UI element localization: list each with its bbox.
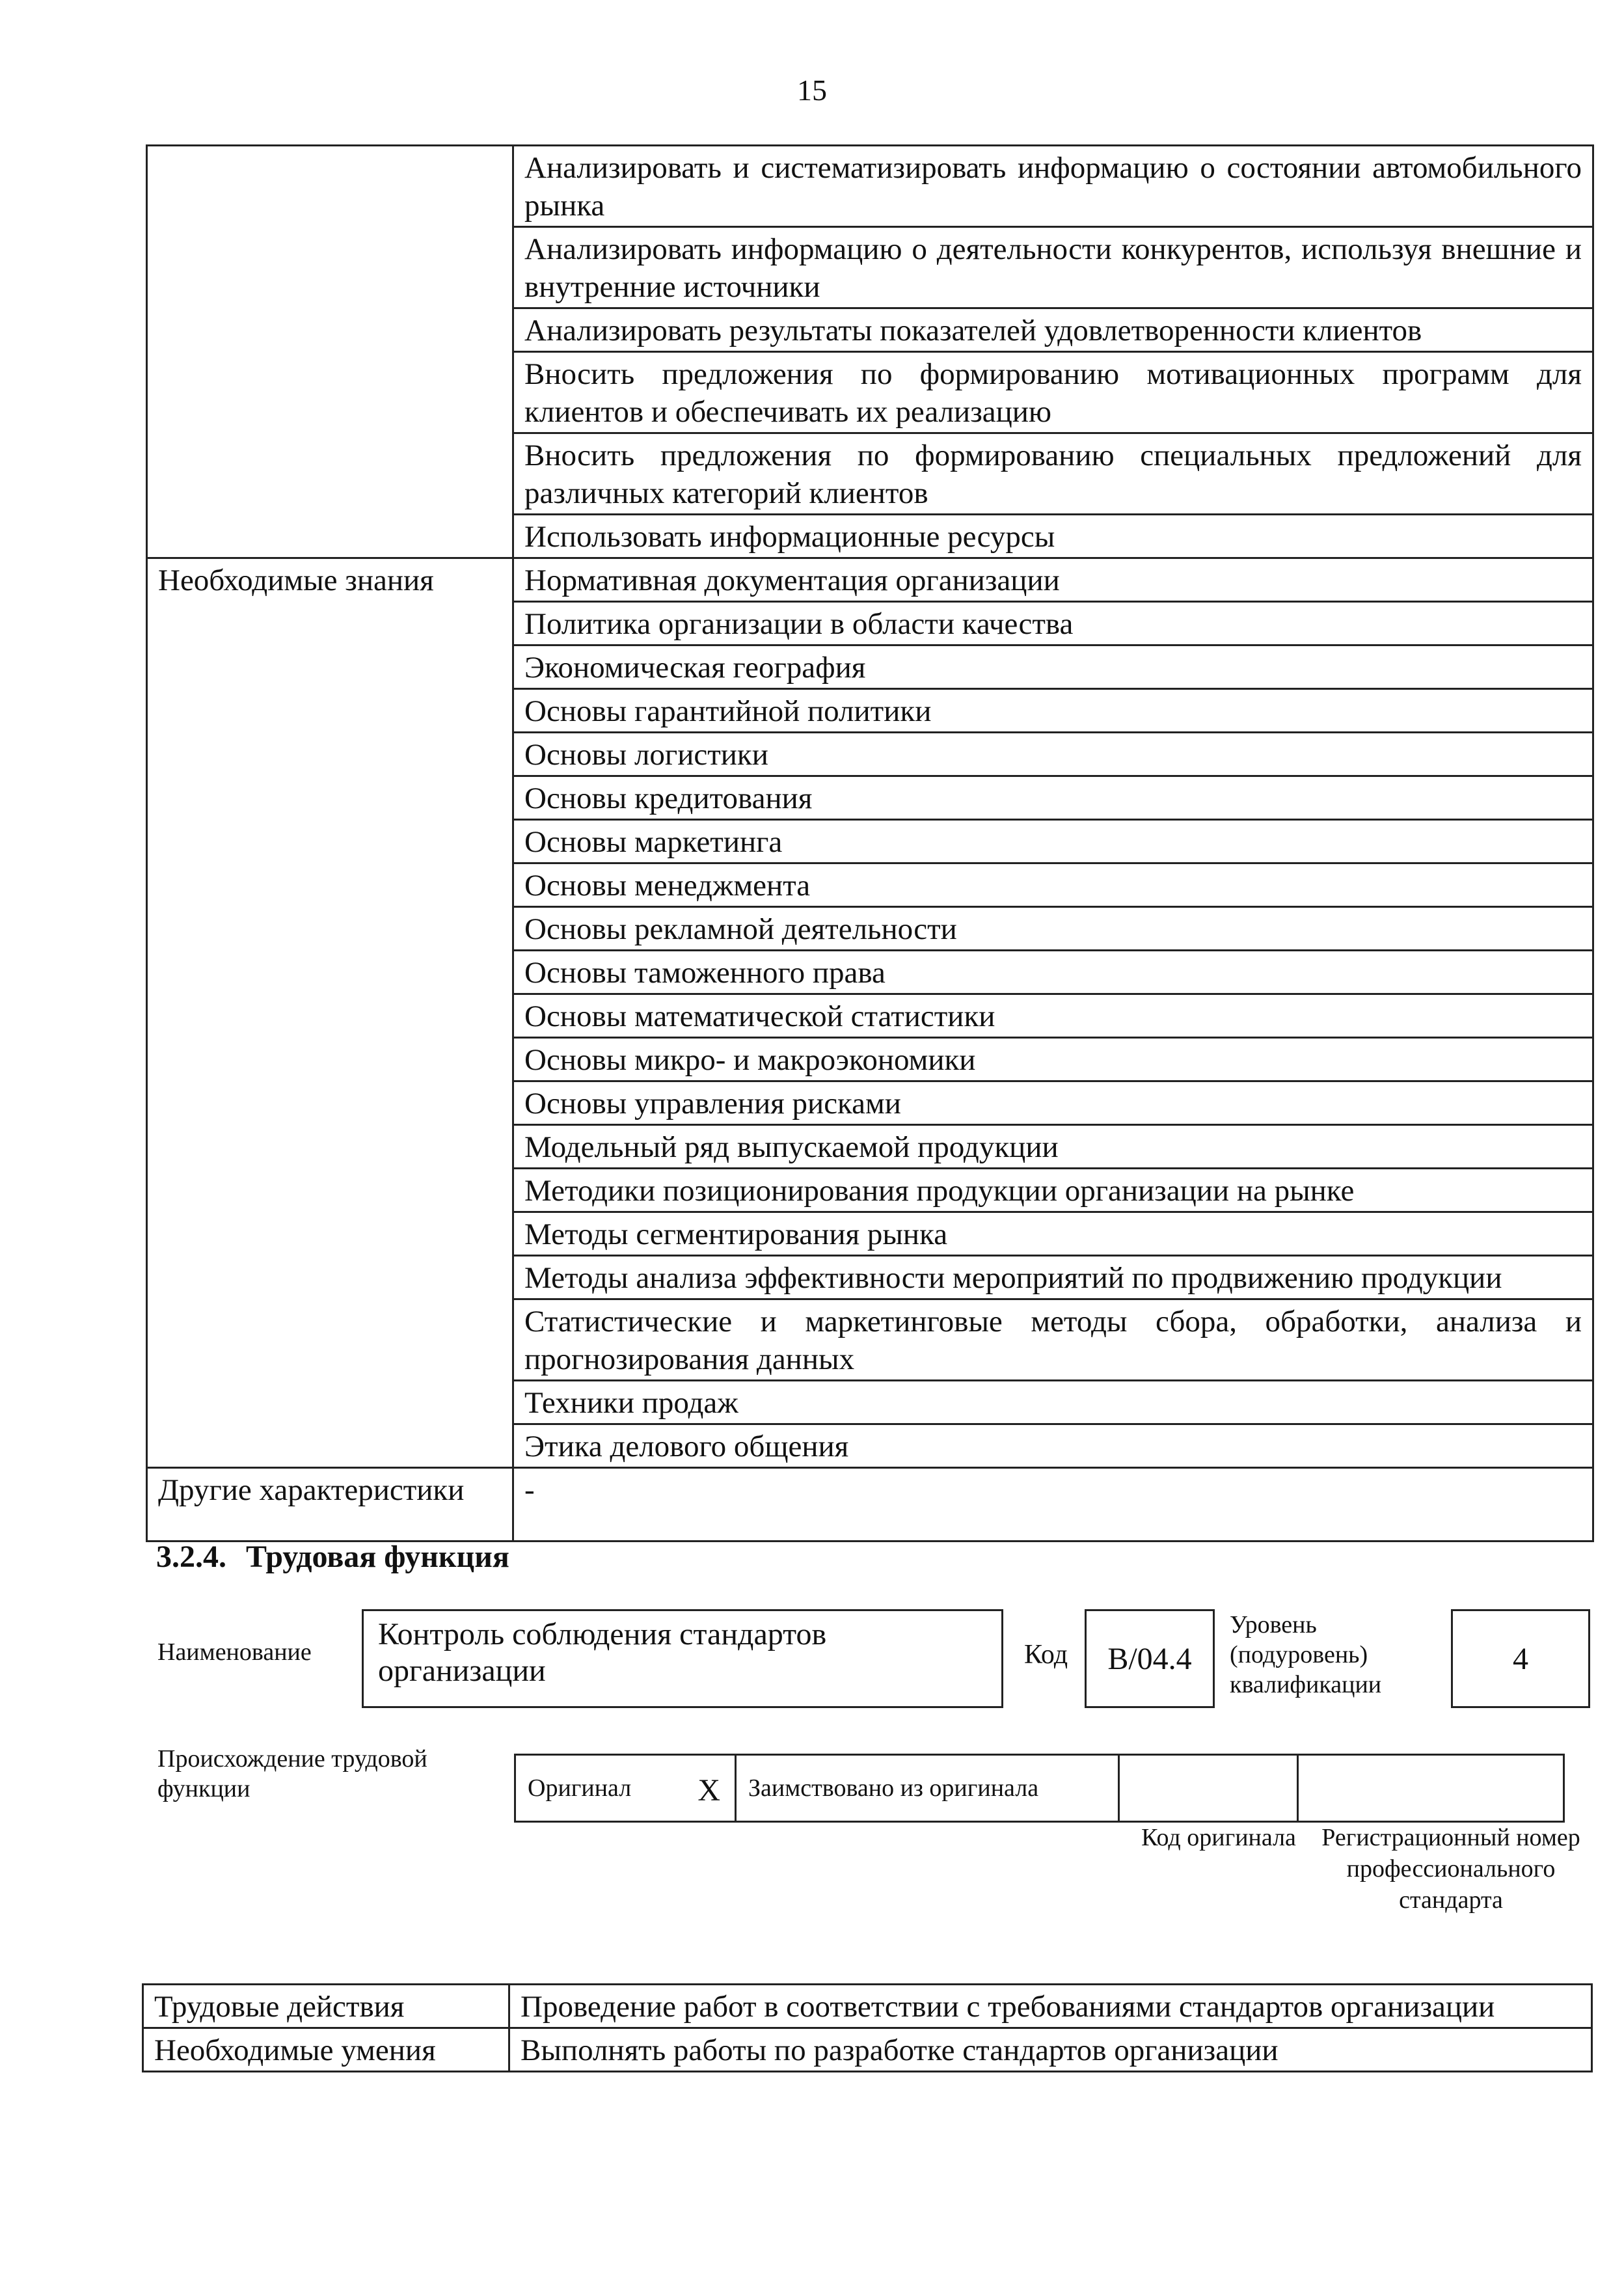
knowledge-skills-table: [146, 144, 1594, 1542]
section-heading: [156, 1539, 509, 1575]
knowledge-label: Необходимые знания: [147, 558, 513, 1468]
table-row: [143, 1985, 1592, 2028]
labor-actions-table: [142, 1983, 1593, 2072]
origin-code-cell: [1119, 1755, 1298, 1822]
section-title: Трудовая функция: [246, 1540, 509, 1574]
knowledge-item: Нормативная документация организации: [513, 558, 1593, 602]
required-skills-label: Необходимые умения: [143, 2028, 509, 2072]
knowledge-item: Методики позиционирования продукции организации на рынке: [513, 1169, 1593, 1212]
origin-label: Происхождение трудовой функции: [157, 1745, 427, 1802]
knowledge-item: Основы таможенного права: [513, 951, 1593, 994]
other-characteristics-label: Другие характеристики: [147, 1468, 513, 1542]
skill-item: Вносить предложения по формированию мотивационных программ для клиентов и обеспечивать их реализацию: [513, 352, 1593, 433]
table-row: [147, 558, 1593, 602]
knowledge-item: Этика делового общения: [513, 1424, 1593, 1468]
code-label: Код: [1024, 1640, 1068, 1670]
knowledge-item: Модельный ряд выпускаемой продукции: [513, 1125, 1593, 1169]
page-number: 15: [797, 74, 827, 107]
origin-reg-caption: Регистрационный номер профессионального стандарта: [1321, 1824, 1580, 1914]
knowledge-item: Методы сегментирования рынка: [513, 1212, 1593, 1256]
origin-borrowed-label: Заимствовано из оригинала: [736, 1755, 1119, 1822]
knowledge-item: Основы микро- и макроэкономики: [513, 1038, 1593, 1081]
knowledge-item: Статистические и маркетинговые методы сбора, обработки, анализа и прогнозирования данных: [513, 1299, 1593, 1381]
qualification-level-label: Уровень (подуровень) квалификации: [1230, 1611, 1382, 1698]
skill-item: Использовать информационные ресурсы: [513, 515, 1593, 558]
table-row: [147, 1468, 1593, 1542]
origin-reg-number-cell: [1298, 1755, 1564, 1822]
skill-item: Анализировать и систематизировать информацию о состоянии автомобильного рынка: [513, 146, 1593, 227]
labor-actions-label: Трудовые действия: [143, 1985, 509, 2028]
knowledge-item: Экономическая география: [513, 645, 1593, 689]
table-row: [147, 146, 1593, 227]
knowledge-item: Основы математической статистики: [513, 994, 1593, 1038]
knowledge-item: Техники продаж: [513, 1381, 1593, 1424]
labor-actions-value: Проведение работ в соответствии с требованиями стандартов организации: [509, 1985, 1592, 2028]
other-characteristics-value: -: [513, 1468, 1593, 1542]
skill-item: Анализировать информацию о деятельности конкурентов, используя внешние и внутренние источники: [513, 227, 1593, 308]
table-row: [143, 2028, 1592, 2072]
function-name-box: Контроль соблюдения стандартов организации: [362, 1609, 1003, 1708]
knowledge-item: Политика организации в области качества: [513, 602, 1593, 645]
knowledge-item: Основы рекламной деятельности: [513, 907, 1593, 951]
name-label: Наименование: [157, 1638, 312, 1666]
knowledge-item: Методы анализа эффективности мероприятий по продвижению продукции: [513, 1256, 1593, 1299]
function-code-box: B/04.4: [1085, 1609, 1215, 1708]
skill-item: Анализировать результаты показателей удовлетворенности клиентов: [513, 308, 1593, 352]
origin-mark: X: [697, 1773, 720, 1808]
knowledge-item: Основы маркетинга: [513, 820, 1593, 863]
qualification-level-box: 4: [1451, 1609, 1590, 1708]
knowledge-item: Основы кредитования: [513, 776, 1593, 820]
knowledge-item: Основы логистики: [513, 733, 1593, 776]
knowledge-item: Основы гарантийной политики: [513, 689, 1593, 733]
origin-table: [514, 1754, 1565, 1823]
origin-original-cell: [515, 1755, 736, 1822]
required-skills-value: Выполнять работы по разработке стандартов организации: [509, 2028, 1592, 2072]
origin-code-caption: Код оригинала: [1141, 1824, 1296, 1851]
knowledge-item: Основы управления рисками: [513, 1081, 1593, 1125]
table-row: [515, 1755, 1564, 1822]
skills-label-cell: [147, 146, 513, 558]
origin-original-label: Оригинал: [528, 1774, 632, 1802]
skill-item: Вносить предложения по формированию специальных предложений для различных категорий клиентов: [513, 433, 1593, 515]
knowledge-item: Основы менеджмента: [513, 863, 1593, 907]
section-number: 3.2.4.: [156, 1540, 226, 1574]
